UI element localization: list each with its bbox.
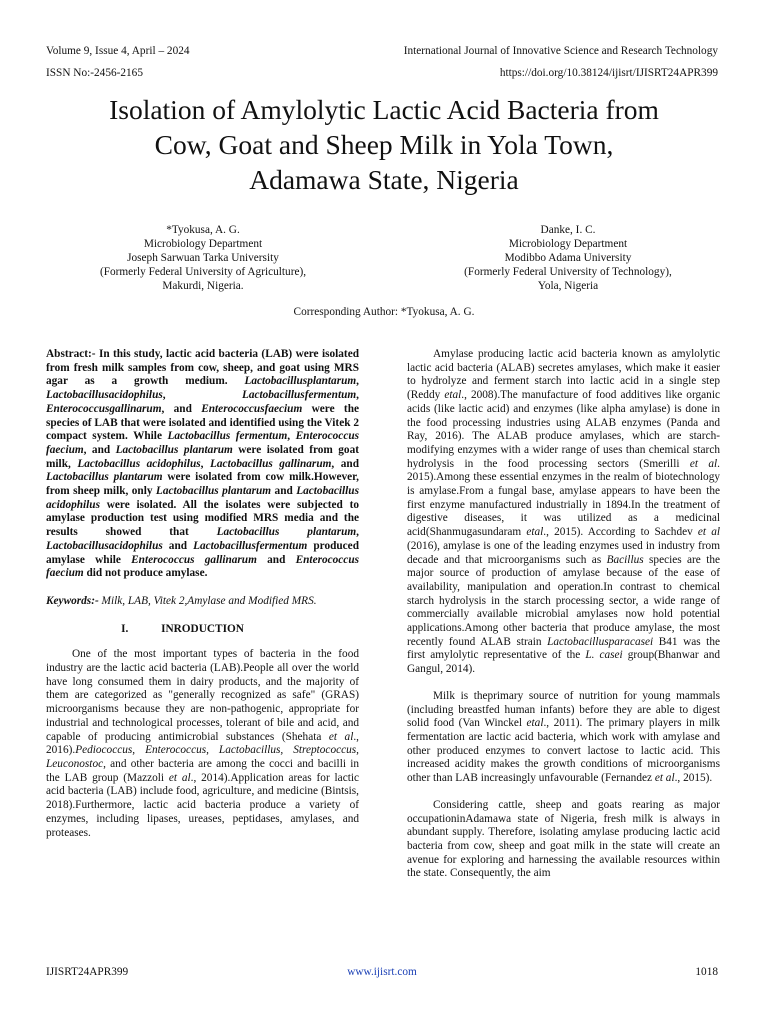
abstract-text: ,: [356, 389, 359, 402]
abstract: [46, 348, 359, 581]
section-title: INRODUCTION: [161, 622, 244, 635]
author-block-2: [418, 223, 718, 293]
body-text: , and other bacteria are among the cocci and bacilli in the LAB group (Mazzoli: [46, 757, 359, 784]
doi-link[interactable]: https://doi.org/10.38124/ijisrt/IJISRT24APR399: [499, 67, 718, 79]
body-text: species are the major source of production of amylase because of the ease of availability, manipulation and operation.In contrast to chemical starch hydrolysis in the starch processing sector, a wide range of commercially available microbial amylases now hold potential applications.Among other bacteria that produce amylase, the most recently found ALAB strain: [407, 553, 720, 648]
abstract-text: Abstract:- In this study, lactic acid bacteria (LAB) were isolated from fresh milk samples from cow, sheep, and goat using MRS agar as a growth medium.: [46, 348, 359, 388]
et-al: et al: [689, 457, 718, 470]
abstract-text: , and: [331, 457, 359, 470]
species-name: Enterococcus faecium: [46, 430, 360, 456]
body-text: ., 2015).: [674, 772, 713, 785]
website-link[interactable]: www.ijisrt.com: [347, 966, 417, 978]
species-name: Lactobacillusfermentum: [193, 539, 308, 552]
keywords-label: Keywords:-: [46, 594, 99, 607]
species-name: Enterococcusgallinarum: [46, 402, 162, 415]
corresponding-author: Corresponding Author: *Tyokusa, A. G.: [293, 306, 475, 318]
abstract-text: and: [271, 485, 297, 498]
abstract-text: , and: [161, 402, 202, 415]
abstract-text: did not produce amylase.: [83, 567, 208, 580]
author-former-name: (Formerly Federal University of Agriculture),: [99, 266, 307, 278]
species-name: Lactobacillus fermentum: [167, 430, 288, 443]
author-location: Yola, Nigeria: [537, 280, 599, 292]
intro-paragraph: [46, 648, 359, 840]
section-heading-introduction: [46, 623, 359, 637]
species-name: Lactobacillus acidophilus: [77, 457, 201, 470]
left-column: [46, 348, 359, 840]
abstract-text: ,: [162, 389, 242, 402]
abstract-text: were isolated. All the isolates were subjected to amylase production test using modified MRS media and the results showed that: [46, 498, 359, 539]
et-al: etal: [526, 526, 544, 539]
species-name: Lactobacillusacidophilus: [46, 389, 163, 402]
author-university: Modibbo Adama University: [504, 252, 632, 264]
body-text: ., 2008).The manufacture of food additives like organic acids (like lactic acid) and enzymes (like alpha amylase) is done in the food processing industries using ALAB enzymes (Panda and Ray, 2016). The ALAB produce amylases, which are starch-modifying enzymes with a wider range of uses than chemical starch hydrolysis in the food processing sectors (Smerilli: [407, 389, 720, 470]
abstract-text: and: [162, 539, 194, 552]
volume-issue: Volume 9, Issue 4, April – 2024: [46, 45, 190, 57]
abstract-text: were the species of LAB that were isolated and identified using the Vitek 2 compact system. While: [46, 402, 359, 443]
species-name: Lactobacillus plantarum: [216, 526, 357, 539]
adamawa-paragraph: Considering cattle, sheep and goats rearing as major occupationinAdamawa state of Nigeria, fresh milk is always in abundant supply. Therefore, isolating amylase producing lactic acid bacteria from cow, sheep and goat milk in the state will create an avenue for exploring and harnessing the available resources within the state. Consequently, the aim: [407, 798, 720, 880]
species-name: Lactobacillus acidophilus: [46, 485, 359, 511]
et-al: etal: [526, 717, 544, 730]
abstract-text: ,: [356, 375, 359, 388]
species-name: Lactobacillusparacasei: [547, 635, 654, 648]
species-name: Lactobacillusplantarum: [244, 375, 357, 388]
author-name: Danke, I. C.: [540, 224, 596, 236]
keywords: [46, 595, 359, 609]
species-name: Lactobacillus plantarum: [46, 471, 163, 484]
genus-name: Bacillus: [606, 553, 644, 566]
body-text: ., 2014).Application areas for lactic acid bacteria (LAB) include food, agriculture, and medicine (Bintsis, 2018).Furthermore, lactic acid bacteria produce a variety of enzymes, including lipases, ureases, peptidases, amylases, and proteases.: [46, 771, 359, 839]
species-name: Enterococcus gallinarum: [131, 553, 257, 566]
body-text: . 2015).Among these essential enzymes in the realm of biotechnology is amylase.From a fungal base, amylase appears to have been the first enzyme manufactured industrially in 1894.In the treatment of digestive diseases, it was utilized as a medicinal acid(Shanmugasundaram: [407, 457, 720, 539]
body-text: ., 2015). According to Sachdev: [543, 526, 698, 539]
species-name: Lactobacillus gallinarum: [210, 457, 332, 470]
body-text: One of the most important types of bacteria in the food industry are the lactic acid bacteria (LAB).People all over the world have long consumed them in dairy products, and the majority of them are categorized as "generally recognized as safe" (GRAS) microorganisms because they are non-pathogenic, appropriate for industrial and technological processes, tolerant of bile and acid, and capable of producing antimicrobial substances (Shehata: [46, 648, 359, 743]
et-al: et al: [654, 772, 675, 785]
abstract-text: ,: [200, 457, 210, 470]
abstract-text: were isolated from cow milk.However, from sheep milk, only: [46, 471, 359, 498]
title-line-2: Cow, Goat and Sheep Milk in Yola Town,: [154, 129, 614, 160]
title-line-1: Isolation of Amylolytic Lactic Acid Bacteria from: [109, 94, 659, 125]
author-location: Makurdi, Nigeria.: [162, 280, 244, 292]
species-name: L. casei: [585, 649, 623, 662]
body-text: ., 2016).: [46, 730, 359, 757]
abstract-text: ,: [356, 526, 359, 539]
body-text: (2016), amylase is one of the leading enzymes used in industry from decade and that microorganisms such as: [407, 539, 720, 566]
species-name: Lactobacillus plantarum: [155, 485, 272, 498]
et-al: et al: [328, 730, 354, 743]
abstract-text: were isolated from goat milk,: [46, 443, 359, 470]
genus-names: Pediococcus, Enterococcus, Lactobacillus, Streptococcus, Leuconostoc: [46, 744, 359, 770]
keywords-text: Milk, LAB, Vitek 2,Amylase and Modified MRS.: [98, 594, 317, 607]
author-former-name: (Formerly Federal University of Technology),: [464, 266, 672, 278]
body-text: Milk is theprimary source of nutrition for young mammals (including breastfed human infants) before they are able to digest solid food (Van Winckel: [407, 689, 720, 730]
body-text: ., 2011). The primary players in milk fermentation are lactic acid bacteria, which work with amylase and other produced enzymes to convert lactose to lactic acid. This increased acidity makes the growth conditions of microorganisms other than LAB increasingly unfavourable (Fernandez: [407, 717, 720, 785]
species-name: Enterococcus faecium: [46, 553, 359, 580]
issn: ISSN No:-2456-2165: [46, 67, 143, 79]
alab-paragraph: [407, 348, 720, 677]
abstract-text: produced amylase while: [46, 539, 359, 566]
journal-name: International Journal of Innovative Science and Research Technology: [403, 45, 718, 57]
body-text: group(Bhanwar and Gangul, 2014).: [407, 649, 720, 676]
page-number: 1018: [695, 966, 718, 978]
author-name: *Tyokusa, A. G.: [166, 224, 240, 236]
title-line-3: Adamawa State, Nigeria: [249, 164, 519, 195]
author-block-1: [53, 223, 353, 293]
et-al: et al: [168, 771, 191, 784]
species-name: Lactobacillusfermentum: [241, 389, 357, 402]
species-name: Lactobacillusacidophilus: [46, 539, 163, 552]
author-department: Microbiology Department: [143, 238, 263, 250]
et-al: etal: [444, 389, 462, 402]
milk-paragraph: [407, 690, 720, 786]
body-text: B41 was the first amylolytic representative of the: [407, 635, 720, 662]
author-university: Joseph Sarwuan Tarka University: [127, 252, 279, 264]
species-name: Enterococcusfaecium: [201, 402, 303, 415]
right-column: [407, 348, 720, 881]
et-al: et al: [697, 526, 720, 539]
section-number: I.: [121, 622, 129, 635]
author-department: Microbiology Department: [508, 238, 628, 250]
abstract-text: , and: [83, 443, 116, 456]
abstract-text: and: [256, 553, 296, 566]
paper-title: [40, 92, 728, 197]
body-text: Amylase producing lactic acid bacteria known as amylolytic lactic acid bacteria (ALAB) secretes amylases, which make it easier to hydrolyze and ferment starch into lactic acid in a single step (Reddy: [407, 348, 720, 402]
abstract-text: ,: [287, 430, 296, 443]
article-id: IJISRT24APR399: [46, 966, 129, 978]
species-name: Lactobacillus plantarum: [115, 443, 233, 456]
